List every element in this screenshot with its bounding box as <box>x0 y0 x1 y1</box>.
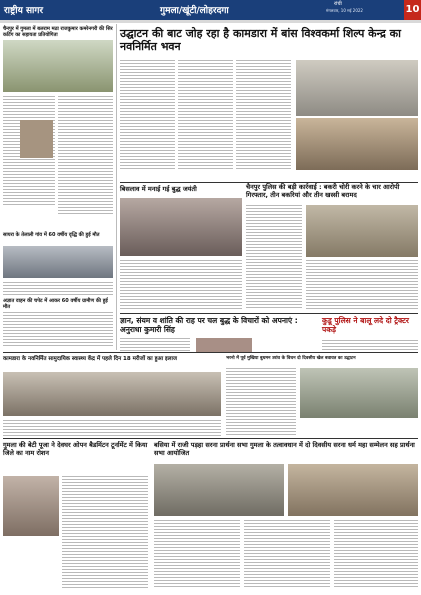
text-a12-3 <box>334 520 418 588</box>
edition-city: रांची <box>334 1 342 7</box>
edition-date: मंगलवार, 10 मई 2022 <box>326 8 363 13</box>
text-a9 <box>3 420 221 436</box>
rule-a9 <box>3 352 418 353</box>
headline-a8: कुडू पुलिस ने बालू लदे दो ट्रैक्टर पकड़े <box>322 316 409 334</box>
masthead-strip <box>0 20 421 23</box>
text-a4 <box>3 312 113 348</box>
photo-a7 <box>196 338 252 352</box>
photo-a9 <box>3 372 221 416</box>
photo-a1-people <box>296 118 418 170</box>
divider-left <box>116 24 117 350</box>
text-a3 <box>3 282 113 296</box>
headline-a12: बसिया में राजी पड़हा सरना प्रार्थना सभा गुमला के तत्वावधान में दो दिवसीय सरना धर्म महा सम्मेलन सह प्रार्थना सभा आयोजित <box>154 441 415 457</box>
rule-a7 <box>120 313 418 314</box>
text-a12-2 <box>244 520 330 588</box>
rule-a11 <box>3 438 418 439</box>
section-title: गुमला/खूंटी/लोहरदगा <box>160 6 229 16</box>
photo-a12-1 <box>154 464 284 516</box>
headline-a1: उद्घाटन की बाट जोह रहा है कामडारा में बांस विश्वकर्मा शिल्प केन्द्र का नवनिर्मित भवन <box>120 27 401 54</box>
headline-a6: चैनपुर पुलिस की बड़ी कार्रवाई : बकरी चोरी करने के चार आरोपी गिरफ्तार, तीन बकरियां और तीन खस्सी बरामद <box>246 183 400 199</box>
photo-a2b <box>20 120 53 158</box>
text-a11 <box>62 476 148 588</box>
text-a8 <box>322 340 418 352</box>
headline-a11: गुमला की बेटी पूजा ने देवघर ओपन बैडमिंटन टूर्नामेंट में किया जिले का नाम रोशन <box>3 441 148 457</box>
text-a5 <box>120 260 242 310</box>
headline-a7: ज्ञान, संयम व शांति की राह पर चल बुद्ध के विचारों को अपनाएं : अनुराधा कुमारी सिंह <box>120 316 298 334</box>
photo-a10 <box>300 368 418 418</box>
photo-a11 <box>3 476 59 536</box>
text-a6-2 <box>306 260 418 310</box>
brand-logo: राष्ट्रीय सागर <box>4 6 44 16</box>
headline-a5: बिसलाव में मनाई गई बुद्ध जयंती <box>120 185 197 193</box>
photo-a6 <box>306 205 418 257</box>
text-a1-2 <box>178 60 233 170</box>
photo-a3 <box>3 246 113 278</box>
headline-a3: सायरा के तेलाली गांव में 60 वर्षीय वृद्धि की हुई मौत <box>3 232 100 238</box>
text-a12-1 <box>154 520 240 588</box>
photo-a5 <box>120 198 242 256</box>
text-a6-1 <box>246 205 302 310</box>
headline-a10: भरनो में पूर्व मुखिया बुधमन उरांव के विधन दो दिवसीय खेल बवावत का उद्घाटन <box>226 356 356 361</box>
headline-a9: कामडारा के नवनिर्मित सामुदायिक स्वास्थ्य केंद्र में पहले दिन 18 मरीजों का हुआ इलाज <box>3 356 177 362</box>
photo-a2 <box>3 40 113 92</box>
text-a1-1 <box>120 60 175 170</box>
text-a1-3 <box>236 60 291 170</box>
page-number: 10 <box>404 0 421 20</box>
text-a7-1 <box>120 338 190 352</box>
photo-a12-2 <box>288 464 418 516</box>
text-a10 <box>226 368 296 436</box>
photo-a1-building <box>296 60 418 116</box>
text-a2-2 <box>58 96 113 216</box>
headline-a2: चैनपुर में गुमला में बलराम मठा राजकुमार कमरेनगरी की सिर कटिंग का सहायता प्रतियोगिता <box>3 26 113 38</box>
headline-a4: अज्ञात वाहन की चपेट में आकर 60 वर्षीय ग्रामीण की हुई मौत <box>3 298 108 310</box>
masthead <box>0 0 421 20</box>
